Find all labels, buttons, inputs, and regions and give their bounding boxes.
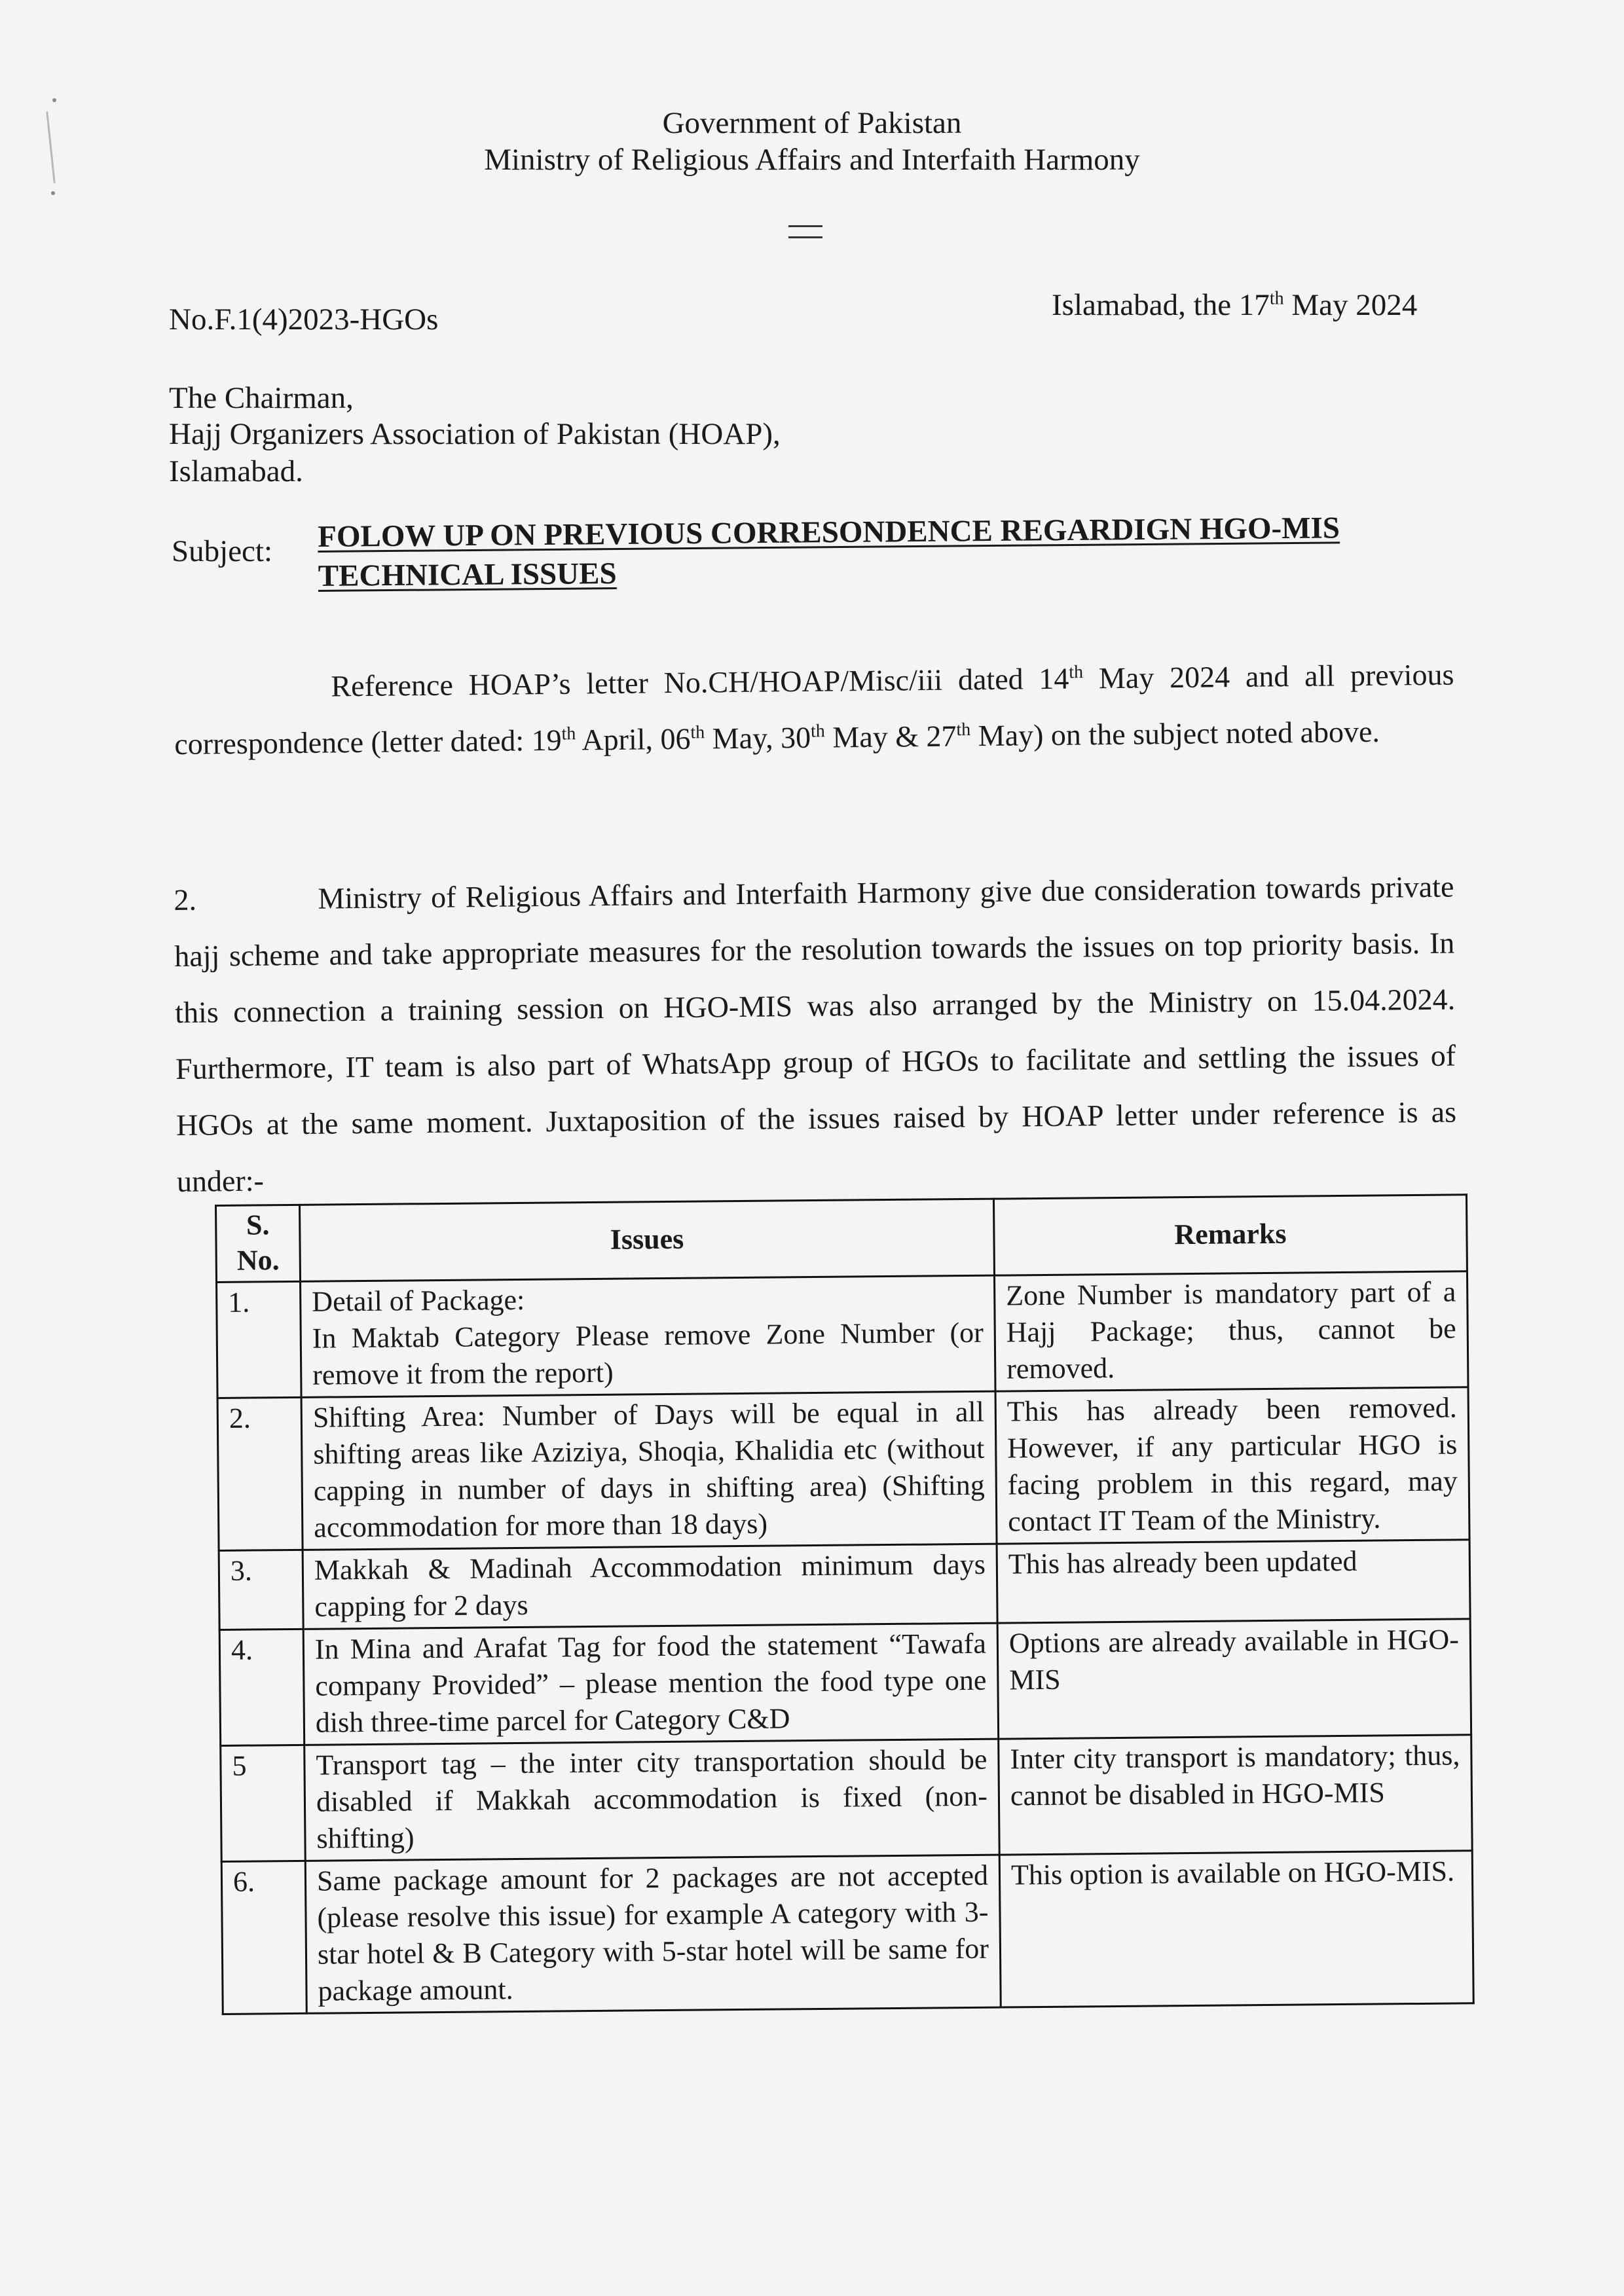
letterhead-ministry: Ministry of Religious Affairs and Interfaith Harmony: [484, 143, 1140, 177]
row-remark: This has already been updated: [997, 1540, 1470, 1623]
row-issue: Shifting Area: Number of Days will be equal in all shifting areas like Aziziya, Shoqia, Khalidia etc (without capping in number of days in shifting area) (Shifting accommodation for more than 18 days): [301, 1391, 997, 1550]
table-row: [221, 1851, 1473, 2014]
row-remark: Zone Number is mandatory part of a Hajj Package; thus, cannot be removed.: [994, 1271, 1468, 1391]
row-number: 6.: [221, 1861, 306, 2014]
row-remark: This option is available on HGO-MIS.: [999, 1851, 1473, 2007]
table-row: [217, 1387, 1469, 1551]
paragraph-1: Reference HOAP’s letter No.CH/HOAP/Misc/iii dated 14th May 2024 and all previous correspondence (letter dated: 19th April, 06th May, 30th May & 27th May) on the subject noted above.: [174, 657, 1454, 761]
header-serial-number: S. No.: [216, 1205, 301, 1282]
row-issue: Detail of Package: In Maktab Category Please remove Zone Number (or remove it from the report): [301, 1275, 996, 1397]
addressee-city: Islamabad.: [169, 454, 303, 488]
paragraph-2: 2. Ministry of Religious Affairs and Interfaith Harmony give due consideration towards private hajj scheme and take appropriate measures for the resolution towards the issues on top priority basis. In this connection a training session on HGO-MIS was also arranged by the Ministry on 15.04.2024. Furthermore, IT team is also part of WhatsApp group of HGOs to facilitate and settling the issues of HGOs at the same moment. Juxtaposition of the issues raised by HOAP letter under reference is as under:-: [174, 869, 1457, 1198]
header-separator: [788, 225, 822, 238]
row-number: 1.: [217, 1281, 302, 1398]
issues-table: [215, 1194, 1475, 2015]
table-header-row: [216, 1195, 1467, 1283]
row-number: 5: [221, 1745, 306, 1861]
row-remark: Inter city transport is mandatory; thus, cannot be disabled in HGO-MIS: [999, 1735, 1473, 1855]
table-row: [221, 1735, 1472, 1862]
row-number: 4.: [219, 1629, 304, 1745]
scan-artifact-dot: [52, 98, 56, 102]
letterhead-government: Government of Pakistan: [662, 106, 962, 140]
subject-text: FOLOW UP ON PREVIOUS CORRESONDENCE REGARDIGN HGO-MIS TECHNICAL ISSUES: [318, 511, 1340, 593]
reference-number: No.F.1(4)2023-HGOs: [169, 302, 439, 337]
row-issue: Same package amount for 2 packages are not accepted (please resolve this issue) for example A category with 3-star hotel & B Category with 5-star hotel will be same for package amount.: [305, 1855, 1001, 2013]
table-row: [219, 1540, 1470, 1630]
addressee-title: The Chairman,: [169, 381, 354, 415]
row-issue: Makkah & Madinah Accommodation minimum days capping for 2 days: [303, 1544, 997, 1629]
scan-artifact-dot: [51, 191, 55, 195]
row-number: 3.: [219, 1550, 303, 1630]
header-issues: Issues: [300, 1199, 995, 1281]
paragraph-number: 2.: [174, 883, 197, 917]
row-remark: This has already been removed. However, if any particular HGO is facing problem in this regard, may contact IT Team of the Ministry.: [995, 1387, 1469, 1544]
row-remark: Options are already available in HGO-MIS: [997, 1619, 1471, 1739]
table-row: [217, 1271, 1468, 1398]
row-issue: Transport tag – the inter city transportation should be disabled if Makkah accommodation is fixed (non-shifting): [304, 1739, 1000, 1861]
subject-label: Subject:: [172, 534, 273, 568]
letter-date: Islamabad, the 17th May 2024: [1052, 288, 1418, 322]
addressee-organization: Hajj Organizers Association of Pakistan (HOAP),: [169, 417, 781, 451]
row-number: 2.: [217, 1397, 303, 1550]
row-issue: In Mina and Arafat Tag for food the statement “Tawafa company Provided” – please mention the food type one dish three-time parcel for Category C&D: [303, 1623, 999, 1745]
header-remarks: Remarks: [993, 1195, 1467, 1275]
table-row: [219, 1619, 1471, 1746]
